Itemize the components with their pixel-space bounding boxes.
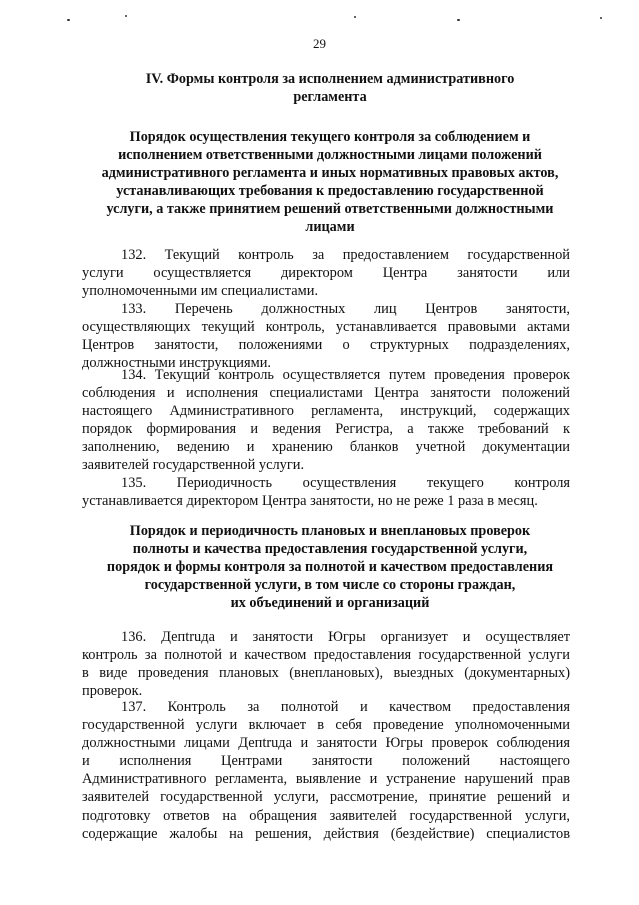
text-line: устанавливается директором Центра занятости, но не реже 1 раза в месяц. [82,493,538,510]
text-line: подготовку ответов на обращения заявителей государственной услуги, [82,807,570,824]
subheading-current-control [80,128,580,236]
heading-line: административного регламента и иных нормативных правовых актов, [101,165,559,181]
text-line: порядок формирования и ведения Регистра, а также требований к [82,421,570,438]
text-line: заявителей государственной услуги. [82,457,305,474]
text-line: проверок. [82,683,143,700]
text-line: Административного регламента, выявление и устранение нарушений прав [82,771,570,788]
text-line: содержащие жалобы на решения, действия (бездействие) специалистов [82,825,570,842]
text-line: контроль за полнотой и качеством предоставления государственной услуги [82,647,570,664]
text-line: настоящего Административного регламента, инструкций, содержащих [82,403,570,420]
text-line: 133. Перечень должностных лиц Центров занятости, [121,301,570,317]
text-line: заполнению, ведению и хранению бланков учетной документации [82,439,570,456]
text-line: уполномоченными им специалистами. [82,283,319,300]
text-line: и исполнения Центрами занятости положений настоящего [82,753,570,770]
heading-line: полноты и качества предоставления государственной услуги, [132,541,528,557]
text-line: 132. Текущий контроль за предоставлением государственной [121,247,570,263]
scan-speck [457,19,460,21]
text-line: услуги осуществляется директором Центра занятости или [82,265,570,282]
paragraph-132 [82,246,570,300]
text-line: соблюдения и исполнения специалистами Центра занятости положений [82,385,570,402]
heading-line: устанавливающих требования к предоставлению государственной [116,183,544,199]
scan-speck [125,15,127,17]
heading-line: Порядок и периодичность плановых и внеплановых проверок [129,523,531,539]
heading-line: IV. Формы контроля за исполнением административного [145,71,515,87]
text-line: в виде проведения плановых (внеплановых), выездных (документарных) [82,665,570,682]
text-line: государственной услуги включает в себя проведение уполномоченными [82,717,570,734]
heading-line: регламента [293,89,367,105]
section-heading [80,70,580,106]
paragraph-135 [82,474,570,510]
heading-line: их объединений и организаций [230,595,430,611]
scan-speck [600,17,602,19]
page-number: 29 [313,36,326,51]
text-line: Центров занятости, положениями о структурных подразделениях, [82,337,570,354]
heading-line: исполнением ответственными должностными лицами положений [118,147,542,163]
heading-line: услуги, а также принятием решений ответственными должностными [106,201,554,217]
paragraph-136 [82,628,570,700]
paragraph-133 [82,300,570,372]
text-line: 137. Контроль за полнотой и качеством предоставления [121,699,570,715]
text-line: должностными инструкциями. [82,355,272,372]
text-line: 136. Депtruда и занятости Югры организует и осуществляет [121,629,570,645]
subheading-inspections [80,522,580,612]
text-line: заявителей государственной услуги, рассмотрение, принятие решений и [82,789,570,806]
heading-line: государственной услуги, в том числе со стороны граждан, [144,577,516,593]
text-line: 135. Периодичность осуществления текущего контроля [121,475,570,491]
scan-speck [67,19,70,21]
heading-line: порядок и формы контроля за полнотой и качеством предоставления [106,559,554,575]
text-line: должностными лицами Депtruда и занятости Югры проверок соблюдения [82,735,570,752]
paragraph-134 [82,366,570,475]
heading-line: лицами [305,219,355,235]
heading-line: Порядок осуществления текущего контроля за соблюдением и [129,129,531,145]
paragraph-137 [82,698,570,843]
text-line: 134. Текущий контроль осуществляется путем проведения проверок [121,367,570,383]
scan-speck [354,16,356,18]
text-line: осуществляющих текущий контроль, устанавливается правовыми актами [82,319,570,336]
